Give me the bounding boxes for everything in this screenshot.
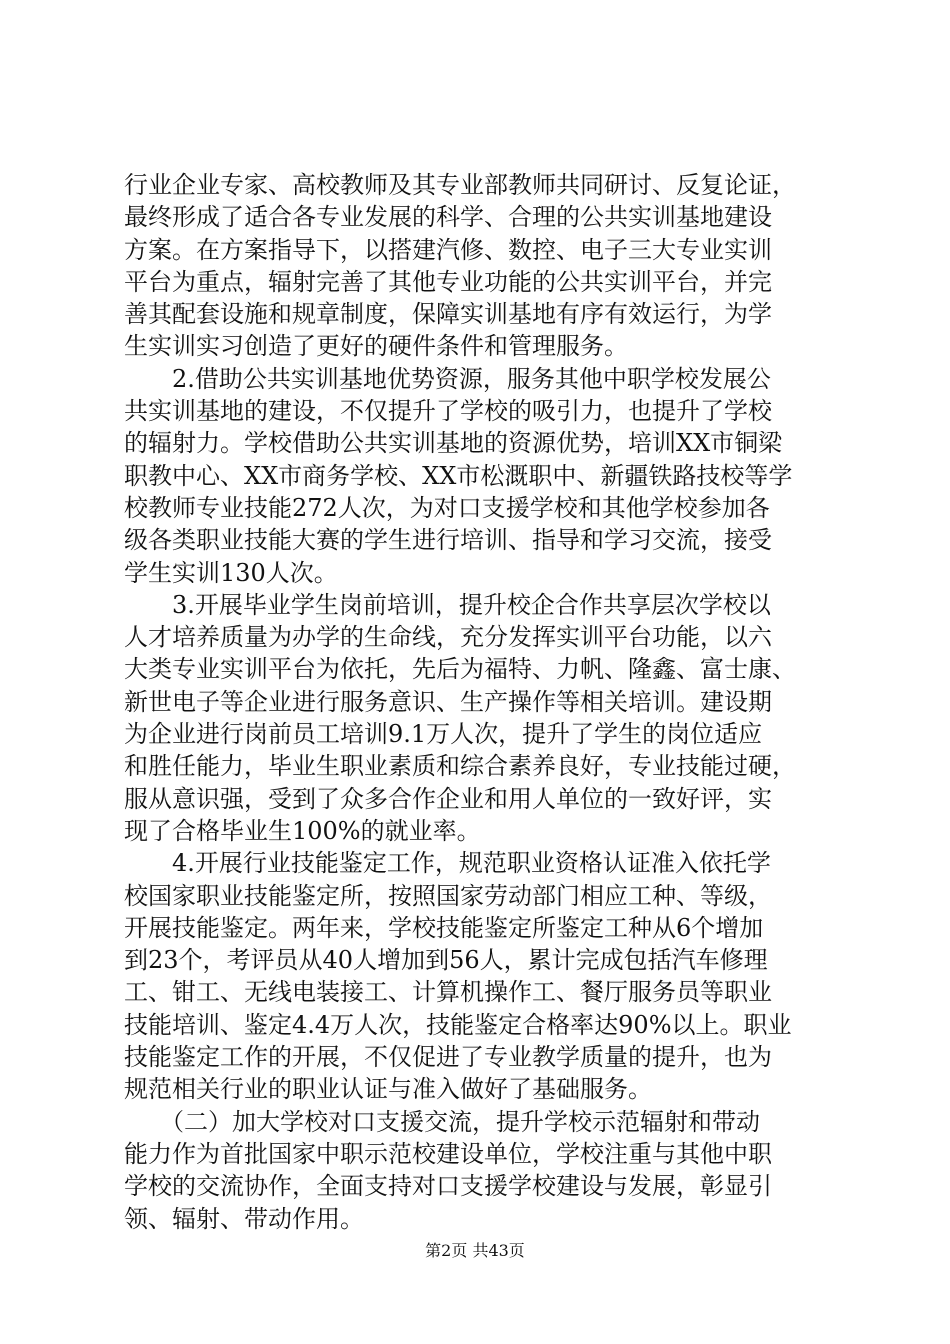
text-line: 到23个，考评员从40人增加到56人，累计完成包括汽车修理 [124,946,768,975]
text-line: 技能鉴定工作的开展，不仅促进了专业教学质量的提升，也为 [124,1043,772,1072]
text-line: 校国家职业技能鉴定所，按照国家劳动部门相应工种、等级， [124,881,772,910]
text-line: 开展技能鉴定。两年来，学校技能鉴定所鉴定工种从6个增加 [124,913,764,942]
text-line: 共实训基地的建设，不仅提升了学校的吸引力，也提升了学校 [124,397,772,426]
text-line: 最终形成了适合各专业发展的科学、合理的公共实训基地建设 [124,203,772,232]
text-line: 的辐射力。学校借助公共实训基地的资源优势，培训XX市铜梁 [124,429,783,458]
text-line: 3.开展毕业学生岗前培训，提升校企合作共享层次学校以 [124,590,771,619]
text-line: 职教中心、XX市商务学校、XX市松溉职中、新疆铁路技校等学 [124,461,793,490]
text-line: 平台为重点，辐射完善了其他专业功能的公共实训平台，并完 [124,267,772,296]
text-line: 领、辐射、带动作用。 [124,1204,364,1233]
text-line: 人才培养质量为办学的生命线，充分发挥实训平台功能，以六 [124,623,772,652]
text-line: 生实训实习创造了更好的硬件条件和管理服务。 [124,332,628,361]
text-line: 能力作为首批国家中职示范校建设单位，学校注重与其他中职 [124,1139,772,1168]
text-line: 工、钳工、无线电装接工、计算机操作工、餐厅服务员等职业 [124,978,772,1007]
text-line: 为企业进行岗前员工培训9.1万人次，提升了学生的岗位适应 [124,720,763,749]
text-line: 现了合格毕业生100%的就业率。 [124,816,481,845]
page-footer: 第2页 共43页 [425,1241,525,1260]
text-line: 2.借助公共实训基地优势资源，服务其他中职学校发展公 [124,364,771,393]
text-line: 级各类职业技能大赛的学生进行培训、指导和学习交流，接受 [124,526,772,555]
text-line: 校教师专业技能272人次，为对口支援学校和其他学校参加各 [124,493,770,522]
document-body [124,169,836,1235]
text-line: 善其配套设施和规章制度，保障实训基地有序有效运行，为学 [124,300,772,329]
text-line: （二）加大学校对口支援交流，提升学校示范辐射和带动 [124,1107,760,1136]
text-line: 规范相关行业的职业认证与准入做好了基础服务。 [124,1075,652,1104]
text-line: 学生实训130人次。 [124,558,338,587]
text-line: 新世电子等企业进行服务意识、生产操作等相关培训。建设期 [124,687,772,716]
text-line: 大类专业实训平台为依托，先后为福特、力帆、隆鑫、富士康、 [124,655,796,684]
text-line: 学校的交流协作，全面支持对口支援学校建设与发展，彰显引 [124,1172,772,1201]
text-line: 行业企业专家、高校教师及其专业部教师共同研讨、反复论证， [124,171,796,199]
text-line: 和胜任能力，毕业生职业素质和综合素养良好，专业技能过硬， [124,752,796,781]
text-line: 方案。在方案指导下，以搭建汽修、数控、电子三大专业实训 [124,235,772,264]
text-line: 技能培训、鉴定4.4万人次，技能鉴定合格率达90%以上。职业 [124,1010,792,1039]
text-line: 4.开展行业技能鉴定工作，规范职业资格认证准入依托学 [124,849,771,878]
text-line: 服从意识强，受到了众多合作企业和用人单位的一致好评，实 [124,784,772,813]
